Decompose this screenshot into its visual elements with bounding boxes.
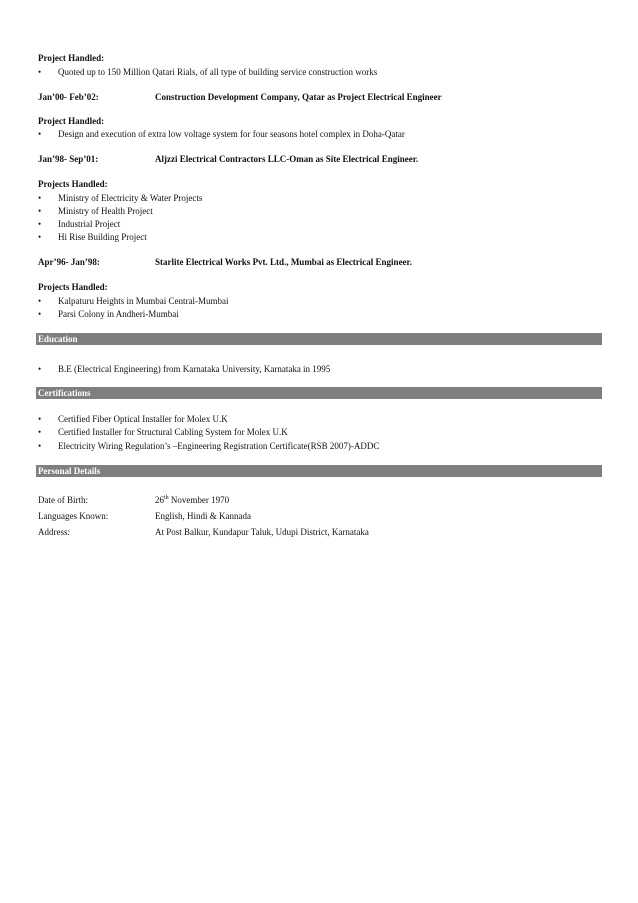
project-item-text: Ministry of Electricity & Water Projects	[58, 193, 203, 203]
education-list-item	[38, 363, 330, 375]
education-section-header: Education	[36, 333, 602, 345]
project-item-text: Industrial Project	[58, 219, 121, 229]
education-item-text: B.E (Electrical Engineering) from Karnataka University, Karnataka in 1995	[58, 364, 331, 374]
job-description: Starlite Electrical Works Pvt. Ltd., Mumbai as Electrical Engineer.	[155, 257, 412, 267]
dob-month-year: November 1970	[168, 495, 230, 505]
bullet-icon: •	[38, 193, 42, 203]
project-item-text: Design and execution of extra low voltage system for four seasons hotel complex in Doha-Qatar	[58, 129, 405, 139]
bullet-icon: •	[38, 296, 42, 306]
bullet-icon: •	[38, 129, 42, 139]
certification-item-text: Electricity Wiring Regulation’s –Engineering Registration Certificate(RSB 2007)-ADDC	[58, 441, 380, 451]
projects-heading: Projects Handled:	[38, 179, 108, 189]
personal-details-section-header: Personal Details	[36, 465, 602, 477]
certifications-section-header: Certifications	[36, 387, 602, 399]
project-list-item	[38, 308, 179, 320]
projects-heading: Projects Handled:	[38, 282, 108, 292]
bullet-icon: •	[38, 232, 42, 242]
certification-list-item	[38, 440, 379, 452]
projects-heading: Project Handled:	[38, 53, 105, 63]
project-list-item	[38, 66, 377, 78]
certification-list-item	[38, 413, 228, 425]
bullet-icon: •	[38, 67, 42, 77]
project-item-text: Kalpaturu Heights in Mumbai Central-Mumbai	[58, 296, 229, 306]
certification-list-item	[38, 426, 288, 438]
languages-label: Languages Known:	[38, 511, 109, 521]
project-list-item	[38, 205, 153, 217]
bullet-icon: •	[38, 206, 42, 216]
address-row	[38, 526, 369, 538]
address-label: Address:	[38, 527, 70, 537]
project-item-text: Quoted up to 150 Million Qatari Rials, of all type of building service construction works	[58, 67, 378, 77]
job-dates: Apr’96- Jan’98:	[38, 257, 100, 267]
dob-label: Date of Birth:	[38, 495, 88, 505]
project-list-item	[38, 231, 147, 243]
dob-value	[155, 494, 229, 506]
bullet-icon: •	[38, 427, 42, 437]
project-list-item	[38, 295, 228, 307]
dob-day: 26	[155, 495, 164, 505]
languages-value: English, Hindi & Kannada	[155, 511, 251, 521]
bullet-icon: •	[38, 309, 42, 319]
job-entry	[38, 91, 442, 103]
project-list-item	[38, 128, 405, 140]
project-item-text: Hi Rise Building Project	[58, 232, 147, 242]
job-description: Aljzzi Electrical Contractors LLC-Oman as Site Electrical Engineer.	[155, 154, 419, 164]
project-list-item	[38, 218, 120, 230]
bullet-icon: •	[38, 441, 42, 451]
job-dates: Jan’00- Feb’02:	[38, 92, 99, 102]
address-value: At Post Balkur, Kundapur Taluk, Udupi District, Karnataka	[155, 527, 369, 537]
certification-item-text: Certified Fiber Optical Installer for Molex U.K	[58, 414, 228, 424]
dob-day-suffix: th	[164, 495, 169, 501]
certification-item-text: Certified Installer for Structural Cabling System for Molex U.K	[58, 427, 288, 437]
projects-heading: Project Handled:	[38, 116, 105, 126]
job-entry	[38, 153, 418, 165]
job-description: Construction Development Company, Qatar as Project Electrical Engineer	[155, 92, 442, 102]
languages-row	[38, 510, 251, 522]
bullet-icon: •	[38, 364, 42, 374]
project-list-item	[38, 192, 202, 204]
project-item-text: Parsi Colony in Andheri-Mumbai	[58, 309, 179, 319]
date-of-birth-row	[38, 494, 229, 506]
bullet-icon: •	[38, 219, 42, 229]
project-item-text: Ministry of Health Project	[58, 206, 153, 216]
job-dates: Jan’98- Sep’01:	[38, 154, 99, 164]
bullet-icon: •	[38, 414, 42, 424]
job-entry	[38, 256, 412, 268]
